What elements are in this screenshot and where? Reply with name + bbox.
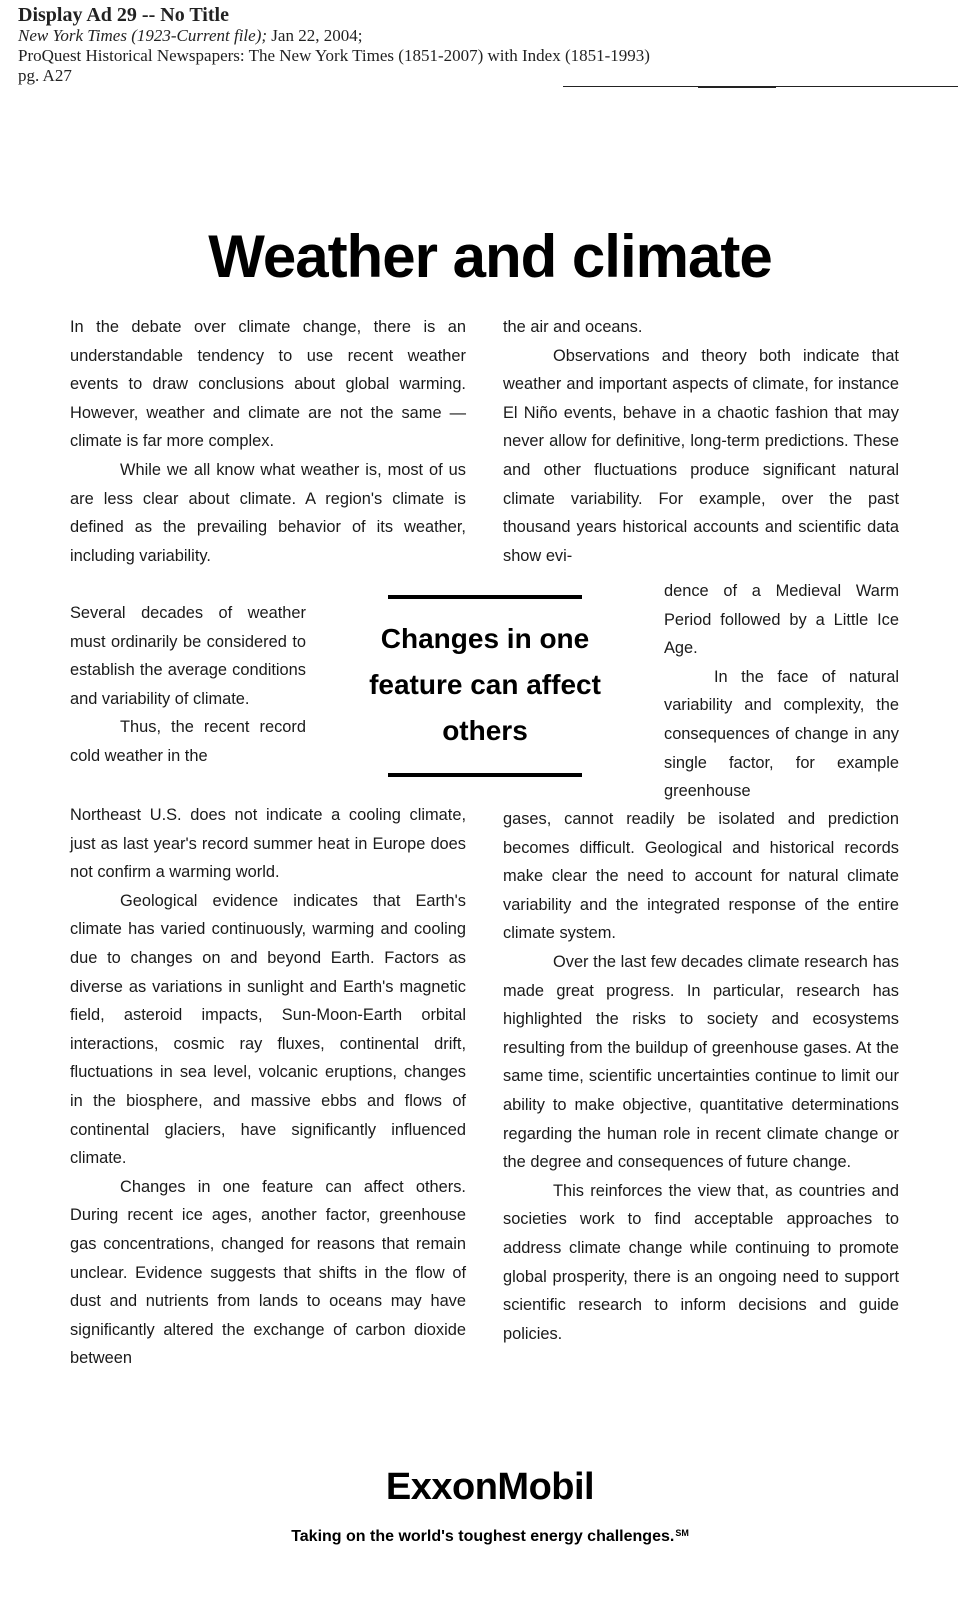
paragraph: While we all know what weather is, most of us are less clear about climate. A region's climate is defined as the prevailing behavior of its weather, including variability.	[70, 460, 466, 565]
publication-date: Jan 22, 2004;	[267, 26, 363, 45]
paragraph: dence of a Medieval Warm Period followed by a Little Ice Age.	[664, 582, 899, 658]
paragraph: Geological evidence indicates that Earth's climate has varied continuously, warming and cooling due to changes on and beyond Earth. Factors as diverse as variations in sunlight and Earth's magnetic field, asteroid impacts, Sun-Moon-Earth orbital interactions, cosmic ray fluxes, continental drift, fluctuations in sea level, volcanic eruptions, changes in the biosphere, and massive ebbs and flows of continental glaciers, have significantly influenced climate.	[70, 891, 466, 1168]
database-line: ProQuest Historical Newspapers: The New York Times (1851-2007) with Index (1851-1993)	[18, 46, 650, 65]
tagline-text: Taking on the world's toughest energy challenges.	[291, 1528, 675, 1545]
document-title: Display Ad 29 -- No Title	[18, 4, 229, 26]
publication-name: New York Times (1923-Current file);	[18, 26, 268, 45]
pullquote-rule-bottom	[388, 773, 582, 777]
page-number: pg. A27	[18, 66, 72, 85]
paragraph: In the face of natural variability and complexity, the consequences of change in any single factor, for example greenhouse	[664, 667, 899, 801]
paragraph: Thus, the recent record cold weather in the	[70, 718, 306, 765]
right-column-narrow	[664, 577, 899, 806]
paragraph: In the debate over climate change, there is an understandable tendency to use recent weather events to draw conclusions about global warming. However, weather and climate are not the same — climate is far more complex.	[70, 318, 466, 451]
tagline	[0, 1528, 980, 1546]
paragraph: the air and oceans.	[503, 318, 643, 336]
source-line	[18, 26, 650, 46]
right-column-bottom	[503, 805, 899, 1348]
left-column-top	[70, 313, 466, 570]
paragraph: This reinforces the view that, as countries and societies work to find acceptable approaches to address climate change while continuing to promote global prosperity, there is an ongoing need to support scientific research to inform decisions and guide policies.	[503, 1181, 899, 1343]
ad-headline: Weather and climate	[208, 223, 772, 290]
paragraph: Several decades of weather must ordinarily be considered to establish the average conditions and variability of climate.	[70, 604, 306, 708]
paragraph: Over the last few decades climate research has made great progress. In particular, research has highlighted the risks to society and ecosystems resulting from the buildup of greenhouse gases. At the same time, scientific uncertainties continue to limit our ability to make objective, quantitative determinations regarding the human role in recent climate change or the degree and consequences of future change.	[503, 952, 899, 1172]
paragraph: Changes in one feature can affect others. During recent ice ages, another factor, greenhouse gas concentrations, changed for reasons that remain unclear. Evidence suggests that shifts in the flow of dust and nutrients from lands to oceans may have significantly altered the exchange of carbon dioxide between	[70, 1177, 466, 1368]
paragraph: Observations and theory both indicate that weather and important aspects of climate, for instance El Niño events, behave in a chaotic fashion that may never allow for definitive, long-term predictions. These and other fluctuations produce significant natural climate variability. For example, over the past thousand years historical accounts and scientific data show evi-	[503, 346, 899, 565]
left-column-bottom	[70, 801, 466, 1373]
service-mark: SM	[675, 1528, 689, 1538]
paragraph: Northeast U.S. does not indicate a cooling climate, just as last year's record summer heat in Europe does not confirm a warming world.	[70, 806, 466, 882]
pullquote-rule-top	[388, 595, 582, 599]
right-column-top	[503, 313, 899, 570]
exxonmobil-logo: ExxonMobil	[385, 1466, 595, 1508]
left-column-narrow	[70, 599, 306, 771]
citation-header	[18, 4, 650, 86]
paragraph: gases, cannot readily be isolated and prediction becomes difficult. Geological and historical records make clear the need to account for natural climate variability and the integrated response of the entire climate system.	[503, 810, 899, 943]
pullquote: Changes in one feature can affect others	[369, 623, 601, 746]
header-divider	[563, 86, 958, 87]
